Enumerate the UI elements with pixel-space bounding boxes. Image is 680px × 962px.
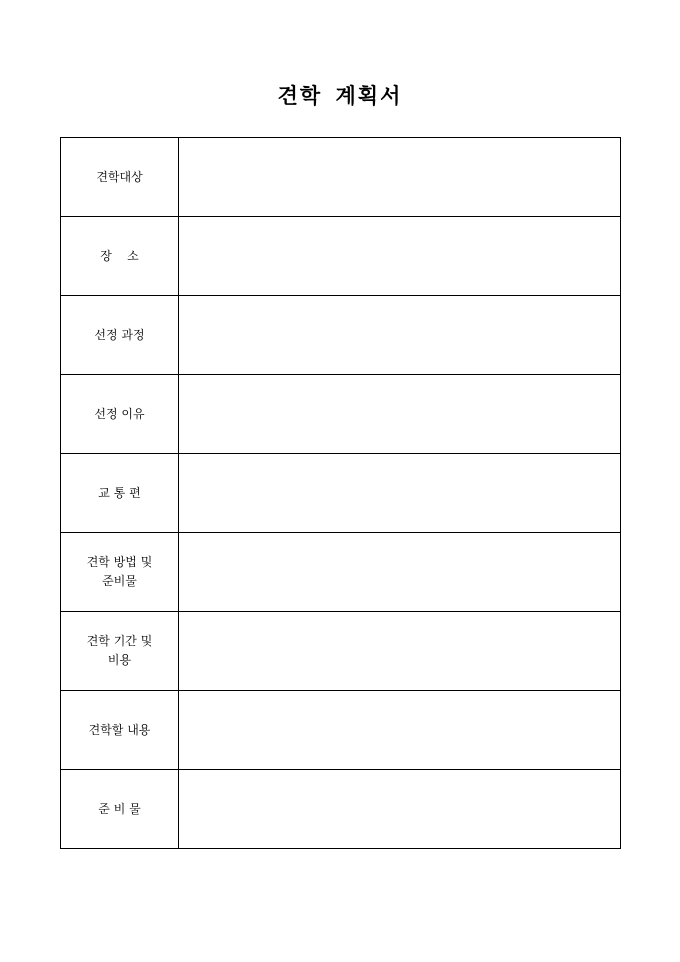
form-row-selection-process	[61, 296, 621, 375]
form-row-transportation	[61, 454, 621, 533]
form-row-place	[61, 217, 621, 296]
row-value-selection-reason[interactable]	[179, 375, 621, 454]
row-label-text: 선정 이유	[94, 406, 145, 421]
row-label-selection-reason	[61, 375, 179, 454]
row-value-selection-process[interactable]	[179, 296, 621, 375]
row-value-supplies[interactable]	[179, 770, 621, 849]
row-label-text: 견학 방법 및 준비물	[86, 555, 157, 588]
row-label-content	[61, 691, 179, 770]
row-label-text: 장 소	[100, 248, 139, 263]
form-row-method-supplies	[61, 533, 621, 612]
form-row-supplies	[61, 770, 621, 849]
row-value-method-supplies[interactable]	[179, 533, 621, 612]
row-label-text: 견학대상	[96, 169, 143, 184]
form-row-target	[61, 138, 621, 217]
row-value-place[interactable]	[179, 217, 621, 296]
row-label-transportation	[61, 454, 179, 533]
row-label-method-supplies	[61, 533, 179, 612]
row-label-supplies	[61, 770, 179, 849]
form-row-selection-reason	[61, 375, 621, 454]
row-value-period-cost[interactable]	[179, 612, 621, 691]
row-label-text: 준 비 물	[98, 801, 141, 816]
row-label-selection-process	[61, 296, 179, 375]
form-row-period-cost	[61, 612, 621, 691]
document-title: 견학 계획서	[277, 83, 403, 108]
row-label-target	[61, 138, 179, 217]
row-label-period-cost	[61, 612, 179, 691]
row-label-text: 교 통 편	[98, 485, 141, 500]
row-label-text: 견학 기간 및 비용	[86, 634, 157, 667]
form-row-content	[61, 691, 621, 770]
row-value-transportation[interactable]	[179, 454, 621, 533]
row-label-text: 견학할 내용	[88, 722, 151, 737]
row-label-text: 선정 과정	[94, 327, 145, 342]
row-value-content[interactable]	[179, 691, 621, 770]
row-label-place	[61, 217, 179, 296]
row-value-target[interactable]	[179, 138, 621, 217]
plan-form-table	[60, 137, 621, 849]
